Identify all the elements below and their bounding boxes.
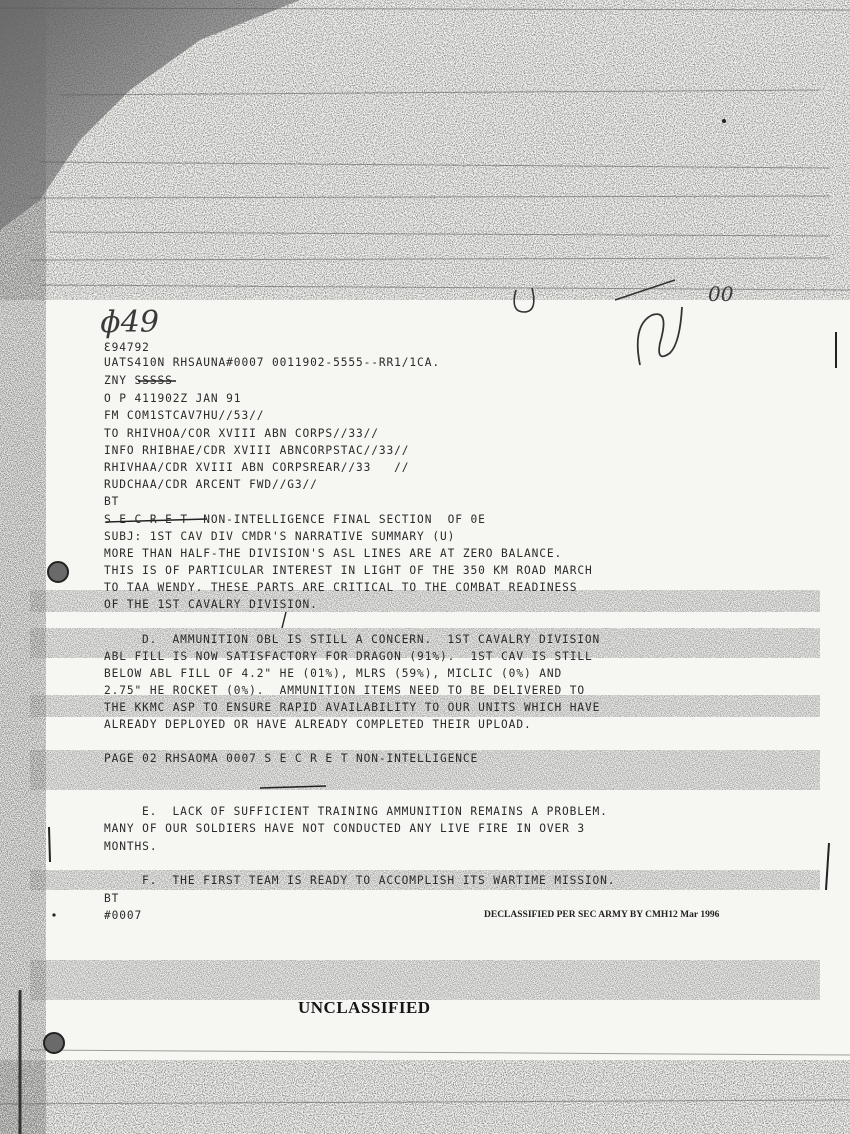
message-line: BT (104, 495, 120, 508)
message-line: OF THE 1ST CAVALRY DIVISION. (104, 598, 318, 611)
message-line: TO RHIVHOA/COR XVIII ABN CORPS//33// (104, 427, 379, 440)
message-line: ZNY SSSSS (104, 374, 173, 387)
message-line: ALREADY DEPLOYED OR HAVE ALREADY COMPLETED THEIR UPLOAD. (104, 718, 532, 731)
message-line: E. LACK OF SUFFICIENT TRAINING AMMUNITION REMAINS A PROBLEM. (142, 805, 608, 818)
message-line: MONTHS. (104, 840, 158, 853)
message-line: MORE THAN HALF-THE DIVISION'S ASL LINES ARE AT ZERO BALANCE. (104, 547, 563, 560)
message-line: D. AMMUNITION OBL IS STILL A CONCERN. 1ST CAVALRY DIVISION (142, 633, 601, 646)
message-line: 2.75" HE ROCKET (0%). AMMUNITION ITEMS NEED TO BE DELIVERED TO (104, 684, 586, 697)
handwritten-mark: 00 (708, 282, 734, 306)
message-line: INFO RHIBHAE/CDR XVIII ABNCORPSTAC//33// (104, 444, 410, 457)
message-line: S E C R E T NON-INTELLIGENCE FINAL SECTION OF 0E (104, 513, 486, 526)
message-line: ABL FILL IS NOW SATISFACTORY FOR DRAGON (91%). 1ST CAV IS STILL (104, 650, 593, 663)
declassification-stamp: DECLASSIFIED PER SEC ARMY BY CMH12 Mar 1996 (484, 910, 720, 920)
message-line: THIS IS OF PARTICULAR INTEREST IN LIGHT OF THE 350 KM ROAD MARCH (104, 564, 593, 577)
message-line: FM COM1STCAV7HU//53// (104, 409, 265, 422)
message-line: #0007 (104, 909, 143, 922)
message-line: MANY OF OUR SOLDIERS HAVE NOT CONDUCTED ANY LIVE FIRE IN OVER 3 (104, 822, 586, 835)
message-line: O P 411902Z JAN 91 (104, 392, 242, 405)
message-line: RUDCHAA/CDR ARCENT FWD//G3// (104, 478, 318, 491)
message-line: THE KKMC ASP TO ENSURE RAPID AVAILABILITY TO OUR UNITS WHICH HAVE (104, 701, 601, 714)
message-line: TO TAA WENDY. THESE PARTS ARE CRITICAL TO THE COMBAT READINESS (104, 581, 578, 594)
message-line: SUBJ: 1ST CAV DIV CMDR'S NARRATIVE SUMMARY (U) (104, 530, 456, 543)
message-line: BT (104, 892, 120, 905)
message-line: F. THE FIRST TEAM IS READY TO ACCOMPLISH ITS WARTIME MISSION. (142, 874, 616, 887)
classification-footer: UNCLASSIFIED (298, 998, 431, 1017)
handwritten-document-number: ɸ49 (100, 305, 159, 340)
message-line: Ɛ94792 (104, 341, 150, 354)
message-line: BELOW ABL FILL OF 4.2" HE (01%), MLRS (59%), MICLIC (0%) AND (104, 667, 563, 680)
page-header-line: PAGE 02 RHSAOMA 0007 S E C R E T NON-INTELLIGENCE (104, 752, 479, 765)
message-line: UATS410N RHSAUNA#0007 0011902-5555--RR1/1CA. (104, 356, 440, 369)
message-line: RHIVHAA/CDR XVIII ABN CORPSREAR//33 // (104, 461, 410, 474)
